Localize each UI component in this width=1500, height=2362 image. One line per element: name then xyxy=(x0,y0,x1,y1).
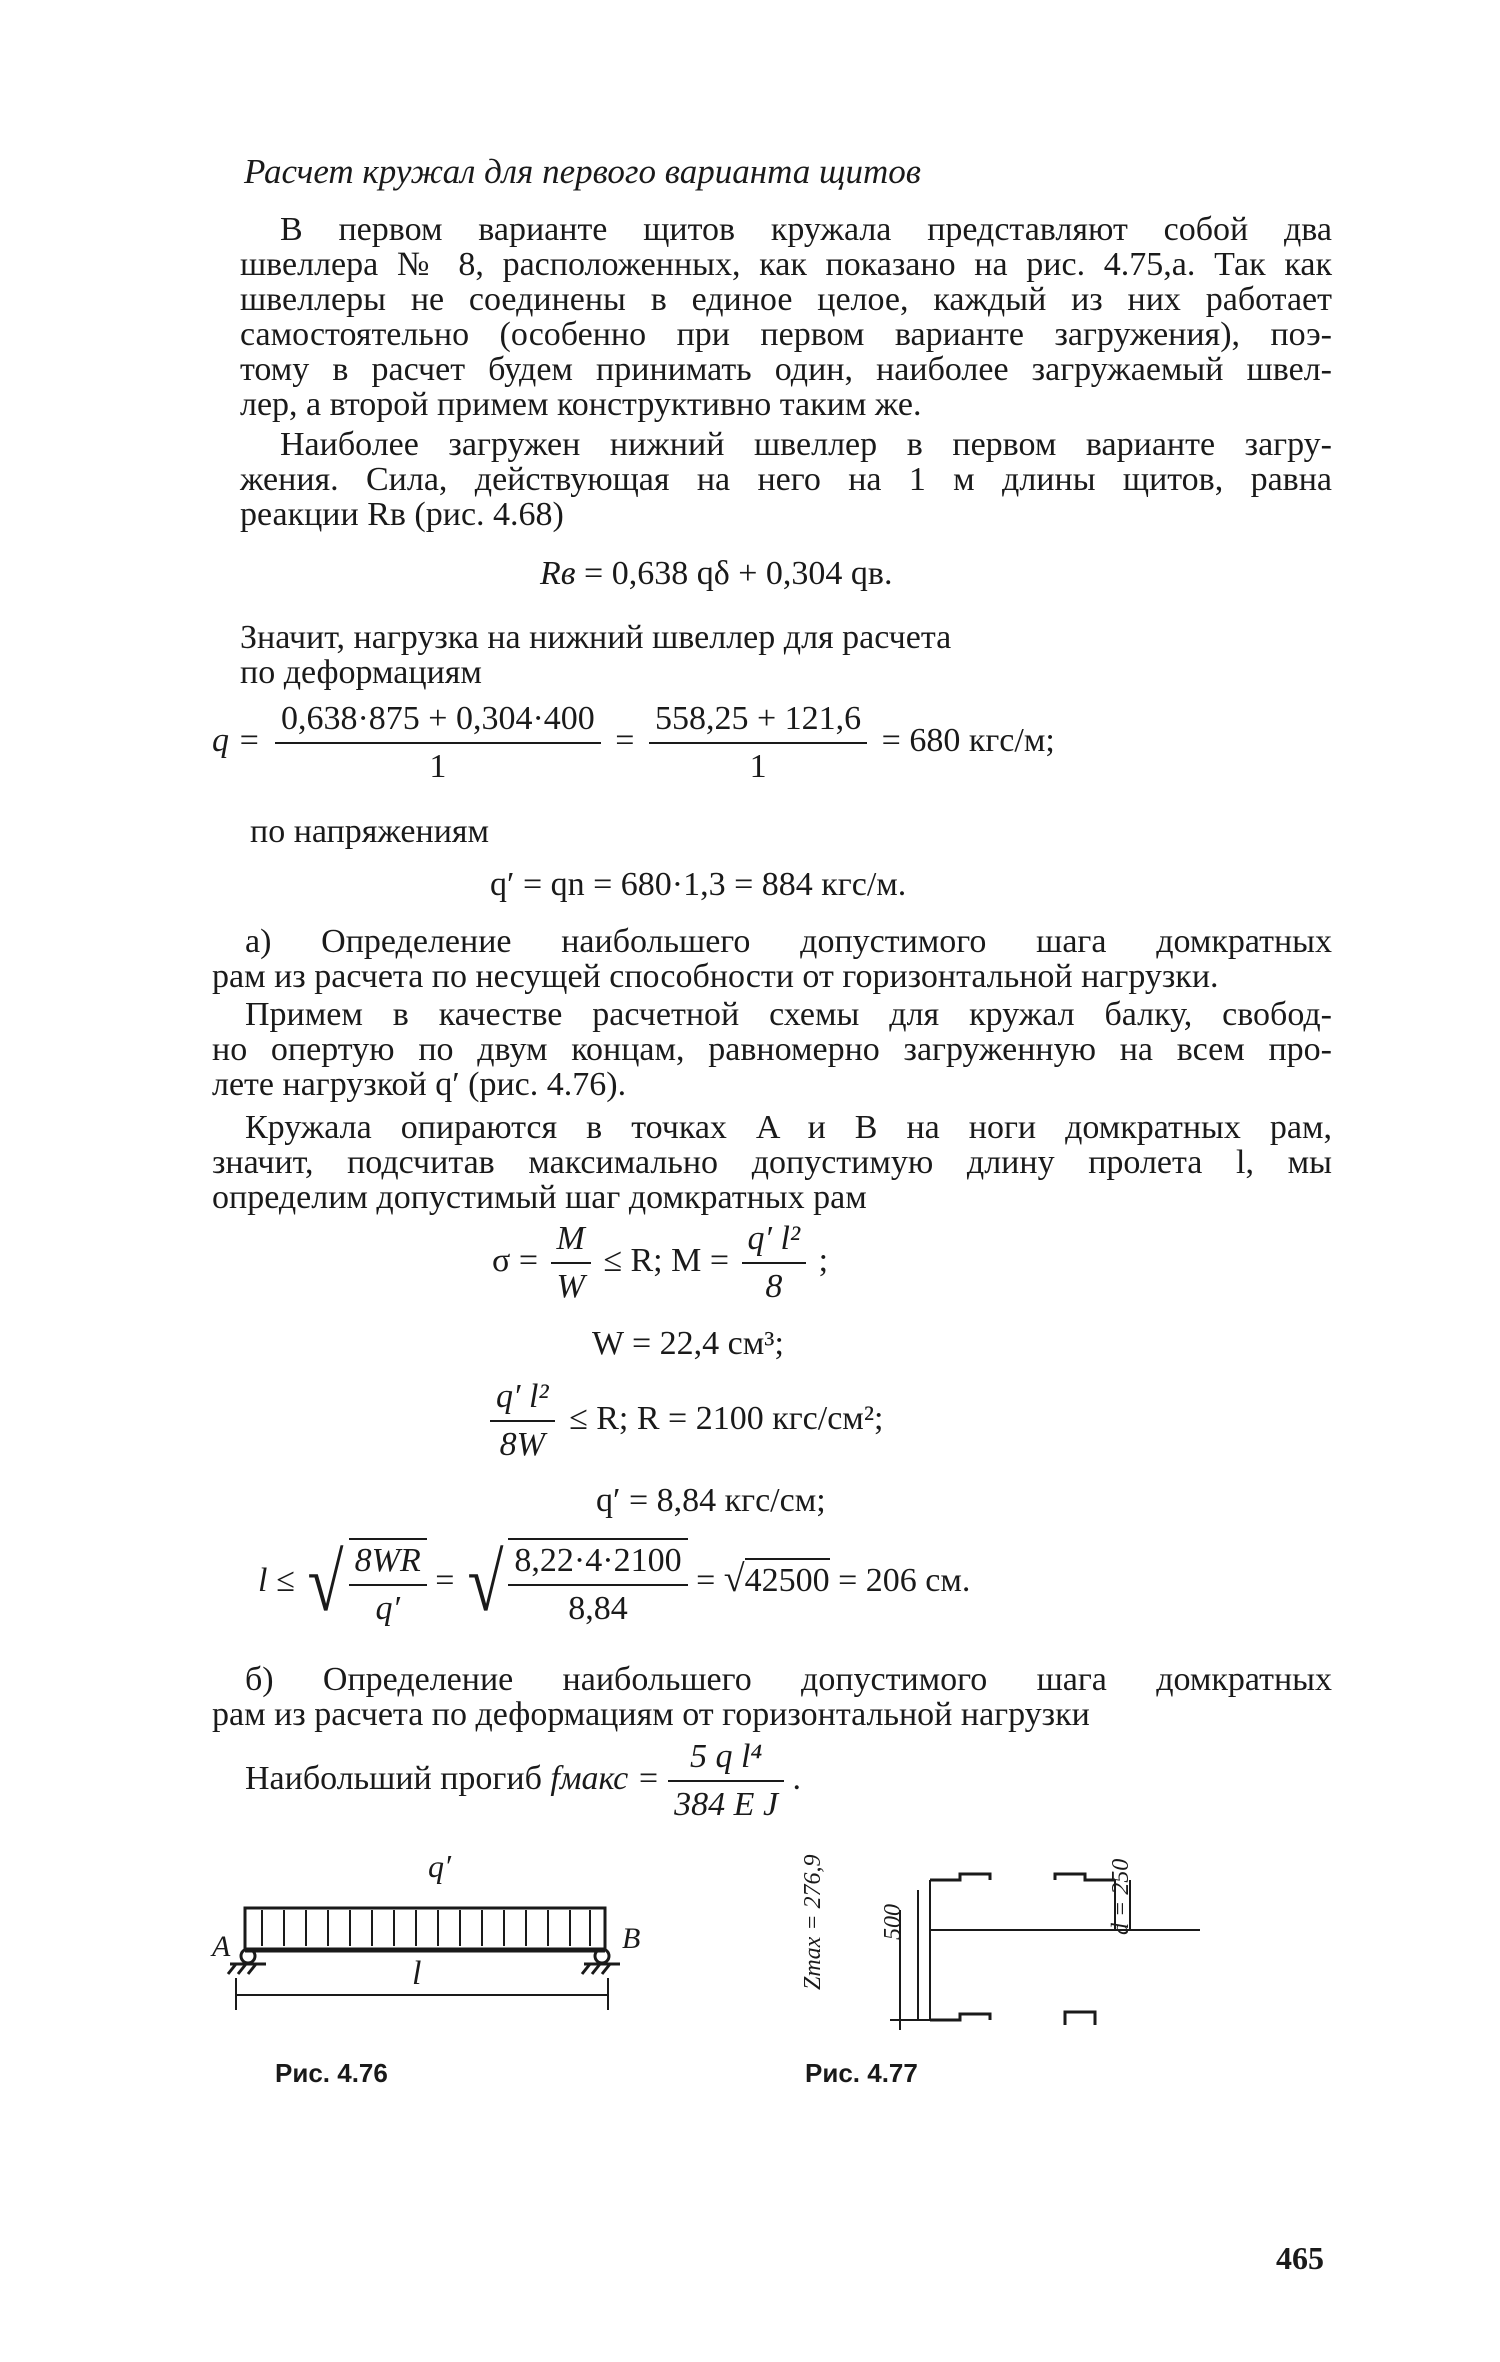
para4-line2: рам из расчета по несущей способности от горизонтальной нагрузки. xyxy=(212,958,1219,995)
para6-line3: определим допустимый шаг домкратных рам xyxy=(212,1179,867,1216)
label-stress: по напряжениям xyxy=(250,813,490,850)
para4-line1: а) Определение наибольшего допустимого шага домкратных xyxy=(245,923,1332,960)
fig476-caption: Рис. 4.76 xyxy=(275,2058,388,2088)
radical-sign: √ xyxy=(307,1537,344,1628)
para7-line2: рам из расчета по деформациям от горизонтальной нагрузки xyxy=(212,1696,1090,1733)
fig477-dim-d: d = 250 xyxy=(1108,1858,1134,1935)
para5-line2: но опертую по двум концам, равномерно загруженную на всем про- xyxy=(212,1031,1332,1068)
fig477-dim-500: 500 xyxy=(880,1904,906,1940)
para1-line4: самостоятельно (особенно при первом варианте загружения), поэ- xyxy=(240,316,1332,353)
section-heading: Расчет кружал для первого варианта щитов xyxy=(244,152,921,191)
load-arrows xyxy=(262,1910,590,1946)
fig476-span-label: l xyxy=(412,1955,422,1992)
fig476-load-label: q′ xyxy=(428,1848,451,1884)
page-number: 465 xyxy=(1276,2240,1324,2276)
para5-line3: лете нагрузкой q′ (рис. 4.76). xyxy=(212,1066,627,1103)
fig477-dim-zmax: Zmax = 276,9 xyxy=(800,1854,826,1990)
para2-line3: реакции Rв (рис. 4.68) xyxy=(240,496,564,533)
equation-qprime: q′ = qn = 680·1,3 = 884 кгс/м. xyxy=(490,866,907,903)
equation-l: l ≤ √ $\frac{8WR}{q'}$ = √ $\frac{8,22\cdot 4\cdot 2100}{8,84}$ = √42500 = 206 см. xyxy=(258,1537,971,1628)
equation-w: W = 22,4 см³; xyxy=(592,1325,784,1362)
channel-top-left xyxy=(930,1874,990,1880)
para2-line2: жения. Сила, действующая на него на 1 м длины щитов, равна xyxy=(240,461,1332,498)
para3-line1: Значит, нагрузка на нижний швеллер для расчета xyxy=(240,619,952,656)
radical-sign: √ xyxy=(467,1537,504,1628)
equation-rb: Rв = 0,638 qδ + 0,304 qв. xyxy=(540,555,893,592)
para7-line1: б) Определение наибольшего допустимого шага домкратных xyxy=(245,1661,1332,1698)
para5-line1: Примем в качестве расчетной схемы для кружал балку, свобод- xyxy=(245,996,1332,1033)
load-rectangle xyxy=(245,1908,605,1950)
equation-q: q = $\frac{0,638\cdot 875 + 0,304\cdot 400}{1}$ = $\frac{558,25 + 121,6}{1}$ = 680 кгс/м; xyxy=(212,700,1055,785)
para1-line2: швеллера № 8, расположенных, как показано на рис. 4.75,а. Так как xyxy=(240,246,1332,283)
equation-sigma: σ = $\frac{M}{W}$ ≤ R; M = $\frac{\text{q′ l²}}{8}$ ; xyxy=(492,1220,829,1305)
para1-line6: лер, а второй примем конструктивно таким же. xyxy=(240,386,922,423)
para1-line1: В первом варианте щитов кружала представляют собой два xyxy=(280,211,1332,248)
fig476-label-a: A xyxy=(212,1930,231,1963)
para1-line5: тому в расчет будем принимать один, наиболее загружаемый швел- xyxy=(240,351,1332,388)
para2-line1: Наиболее загружен нижний швеллер в первом варианте загру- xyxy=(280,426,1332,463)
equation-fmax: Наибольший прогиб fмакс = $\frac{\text{5 q l⁴}}{\text{384 E J}}$ . xyxy=(245,1738,802,1823)
equation-q884: q′ = 8,84 кгс/см; xyxy=(596,1482,826,1519)
para6-line1: Кружала опираются в точках A и B на ноги домкратных рам, xyxy=(245,1109,1332,1146)
fig476-label-b: B xyxy=(622,1922,641,1955)
para3-line2: по деформациям xyxy=(240,654,482,691)
channel-top-right xyxy=(1055,1874,1115,1880)
radical-sign: √ xyxy=(723,1557,745,1600)
para1-line3: швеллеры не соединены в единое целое, каждый из них работает xyxy=(240,281,1332,318)
figure-4-77 xyxy=(830,1870,1230,2060)
equation-condition: $\frac{\text{q′ l²}}{8W}$ ≤ R; R = 2100 кгс/см²; xyxy=(490,1378,883,1464)
para6-line2: значит, подсчитав максимально допустимую длину пролета l, мы xyxy=(212,1144,1332,1181)
channel-bottom-right xyxy=(1065,2012,1095,2025)
fig477-caption: Рис. 4.77 xyxy=(805,2058,918,2088)
